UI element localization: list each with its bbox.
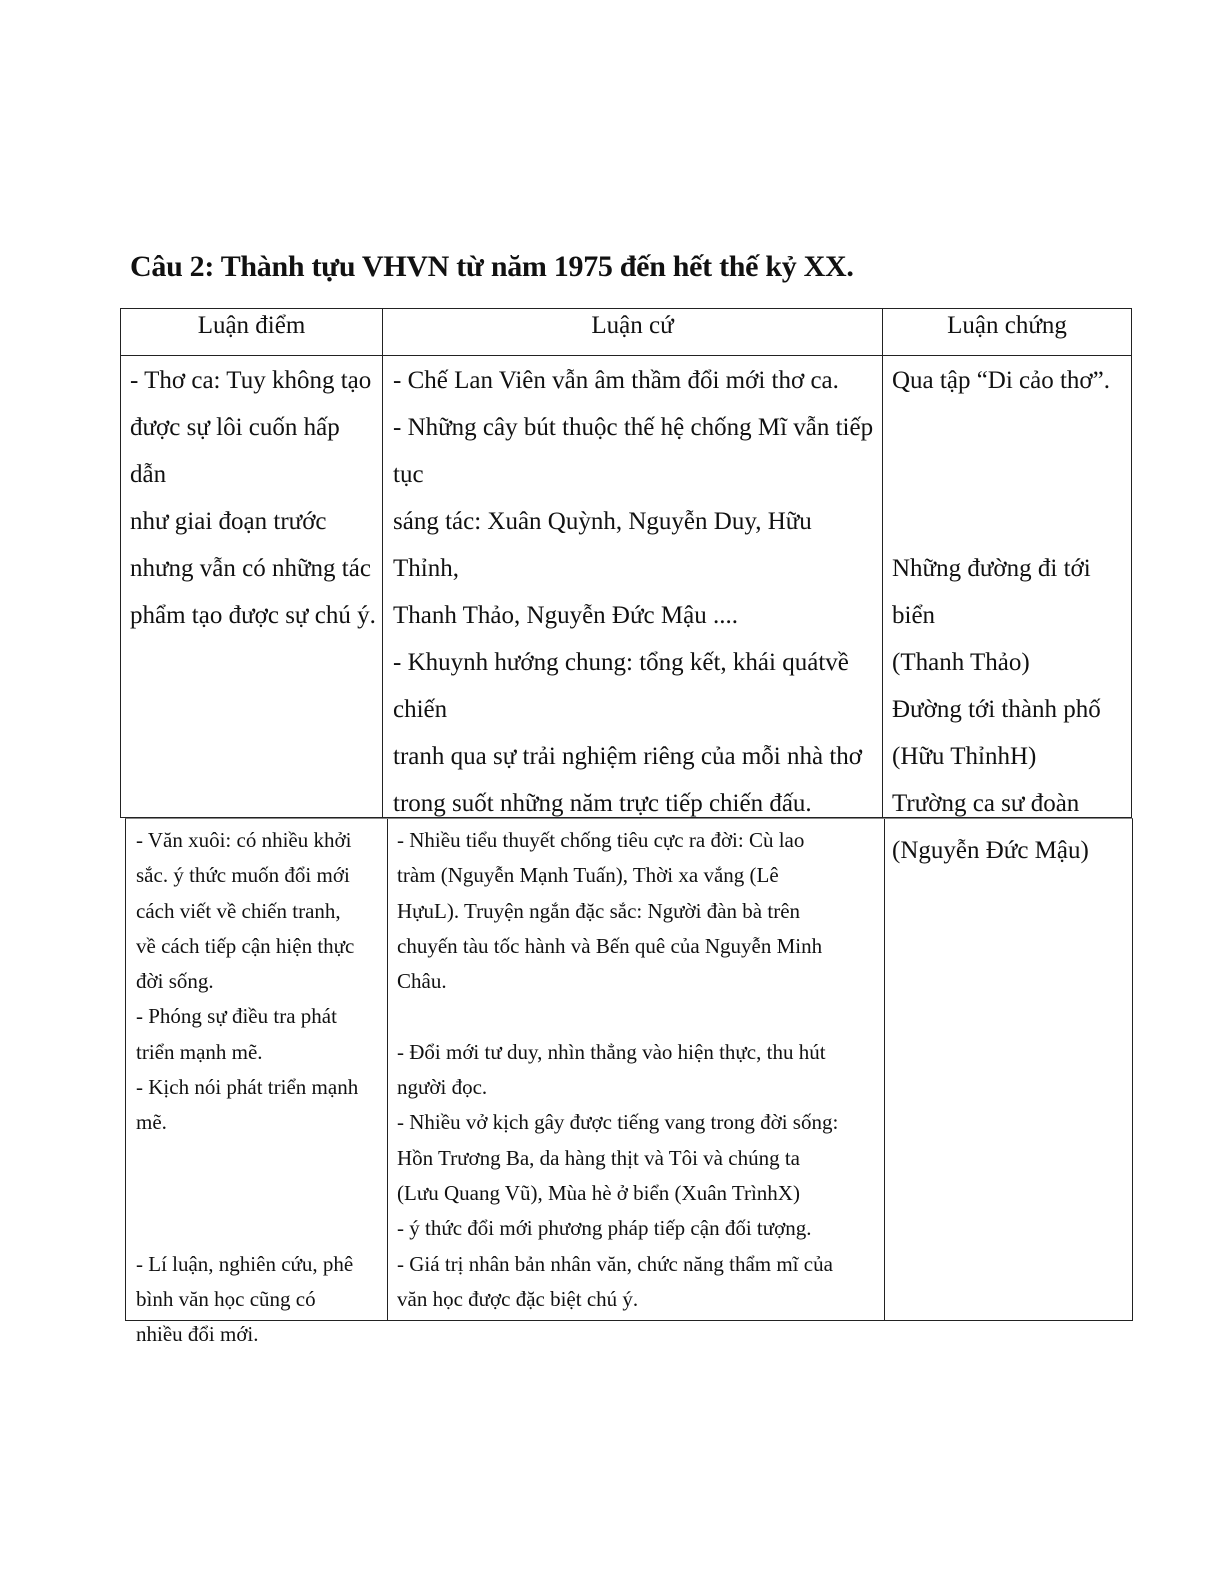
text-line: người đọc. xyxy=(397,1075,488,1100)
text-line: sáng tác: Xuân Quỳnh, Nguyễn Duy, Hữu Thỉnh, xyxy=(393,508,812,582)
text-line: triển mạnh mẽ. xyxy=(136,1039,263,1064)
text-line: Hồn Trương Ba, da hàng thịt và Tôi và chúng ta xyxy=(397,1145,800,1170)
text-line: mẽ. xyxy=(136,1110,167,1135)
header-luan-diem: Luận điểm xyxy=(197,312,306,339)
text-line: về cách tiếp cận hiện thực xyxy=(136,933,355,958)
text-line: nhiều đổi mới. xyxy=(136,1322,259,1347)
column-divider xyxy=(387,819,388,1320)
cell-poetry-argument xyxy=(393,357,877,827)
text-line: Những đường đi tới biển xyxy=(892,555,1091,629)
text-line: - Khuynh hướng chung: tổng kết, khái quátvề chiến xyxy=(393,649,849,723)
text-line: Trường ca sư đoàn xyxy=(892,790,1080,817)
column-divider xyxy=(882,309,883,817)
page-title: Câu 2: Thành tựu VHVN từ năm 1975 đến hết thế kỷ XX. xyxy=(130,250,854,283)
achievements-table-bottom xyxy=(125,818,1133,1347)
text-line: phẩm tạo được sự chú ý. xyxy=(130,602,376,629)
text-line: Đường tới thành phố xyxy=(892,696,1101,723)
text-line: - Chế Lan Viên vẫn âm thầm đổi mới thơ ca. xyxy=(393,367,839,394)
text-line: - Nhiều vở kịch gây được tiếng vang trong đời sống: xyxy=(397,1110,839,1135)
text-line: như giai đoạn trước xyxy=(130,508,327,535)
text-line: tràm (Nguyễn Mạnh Tuấn), Thời xa vắng (Lê xyxy=(397,863,779,888)
text-line: bình văn học cũng có xyxy=(136,1286,316,1311)
cell-prose-argument xyxy=(397,823,881,1317)
text-line: chuyến tàu tốc hành và Bến quê của Nguyễn Minh xyxy=(397,933,823,958)
text-line: (Thanh Thảo) xyxy=(892,649,1030,676)
text-line: trong suốt những năm trực tiếp chiến đấu. xyxy=(393,790,812,817)
text-line: - Phóng sự điều tra phát xyxy=(136,1004,337,1029)
text-line: - Kịch nói phát triển mạnh xyxy=(136,1075,359,1100)
text-line: văn học được đặc biệt chú ý. xyxy=(397,1286,639,1311)
text-line: Thanh Thảo, Nguyễn Đức Mậu .... xyxy=(393,602,738,629)
text-line: - Văn xuôi: có nhiều khởi xyxy=(136,828,352,852)
cell-poetry-point xyxy=(130,357,378,639)
text-line: - Giá trị nhân bản nhân văn, chức năng thẩm mĩ của xyxy=(397,1251,833,1276)
cell-poetry-evidence xyxy=(892,357,1130,874)
text-line: - Lí luận, nghiên cứu, phê xyxy=(136,1251,354,1276)
text-line: cách viết về chiến tranh, xyxy=(136,898,341,923)
text-line: nhưng vẫn có những tác xyxy=(130,555,371,582)
column-divider xyxy=(382,309,383,817)
text-line: đời sống. xyxy=(136,969,214,994)
header-divider xyxy=(121,355,1131,356)
text-line: sắc. ý thức muốn đổi mới xyxy=(136,863,350,888)
text-line: - Những cây bút thuộc thế hệ chống Mĩ vẫn tiếp tục xyxy=(393,414,874,488)
text-line: - Nhiều tiểu thuyết chống tiêu cực ra đời: Cù lao xyxy=(397,828,805,852)
text-line: - Đổi mới tư duy, nhìn thẳng vào hiện thực, thu hút xyxy=(397,1039,826,1064)
text-line: Qua tập “Di cảo thơ”. xyxy=(892,367,1110,394)
text-line: Châu. xyxy=(397,969,447,994)
header-luan-cu: Luận cứ xyxy=(591,312,674,339)
text-line: - ý thức đổi mới phương pháp tiếp cận đối tượng. xyxy=(397,1216,812,1241)
text-line: - Thơ ca: Tuy không tạo xyxy=(130,367,372,394)
text-line: được sự lôi cuốn hấp dẫn xyxy=(130,414,340,488)
text-line: (Lưu Quang Vũ), Mùa hè ở biển (Xuân TrìnhX) xyxy=(397,1180,800,1205)
text-line: (Hữu ThỉnhH) xyxy=(892,743,1037,770)
text-line: HựuL). Truyện ngắn đặc sắc: Người đàn bà trên xyxy=(397,898,801,923)
text-line: (Nguyễn Đức Mậu) xyxy=(892,837,1089,864)
column-divider xyxy=(884,819,885,1320)
text-line: tranh qua sự trải nghiệm riêng của mỗi nhà thơ xyxy=(393,743,863,770)
header-luan-chung: Luận chứng xyxy=(947,312,1067,339)
cell-prose-point xyxy=(136,823,384,1352)
